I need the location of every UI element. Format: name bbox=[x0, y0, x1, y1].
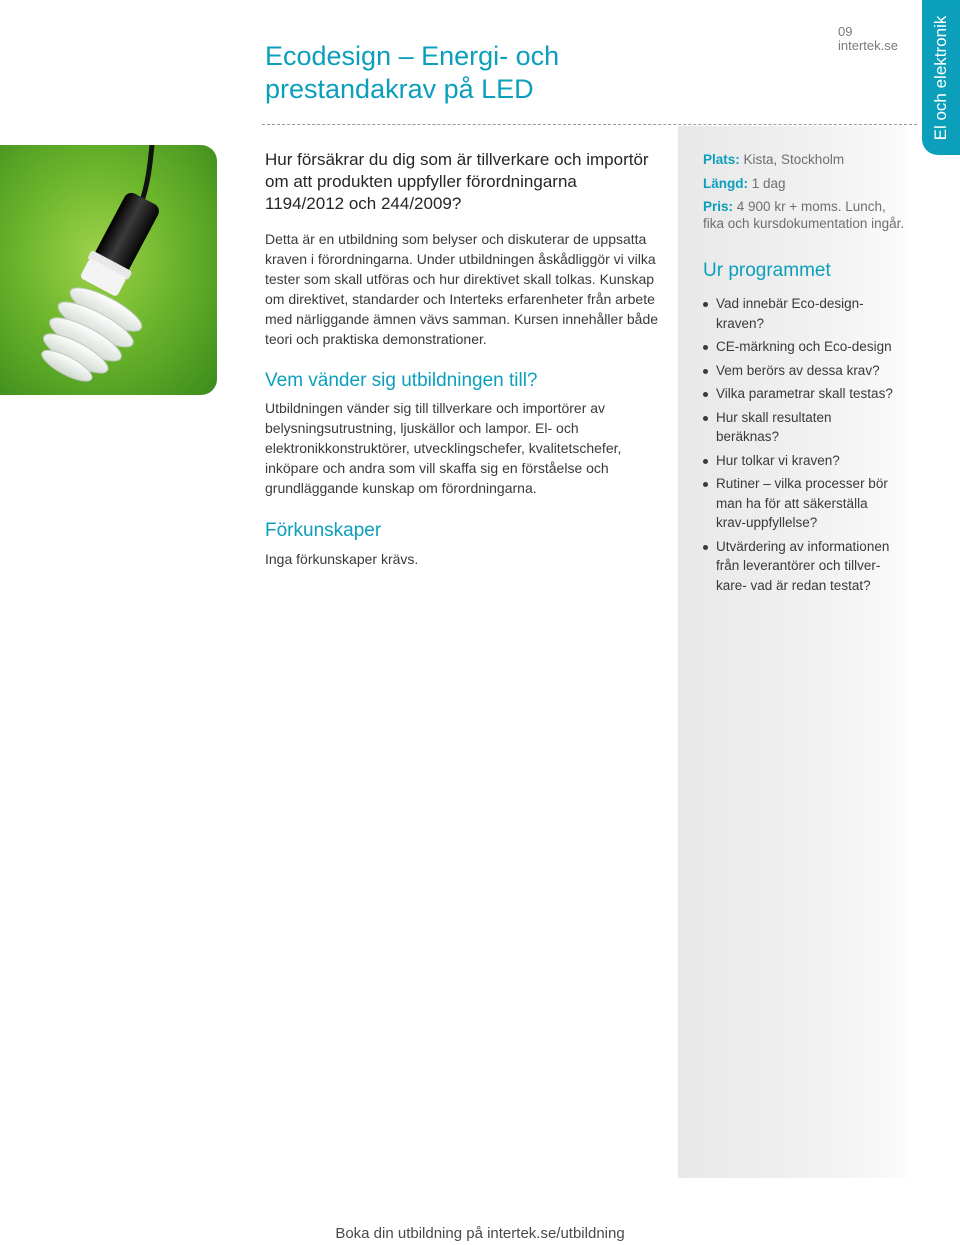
info-sidebar bbox=[678, 126, 908, 1178]
page-title: Ecodesign – Energi- och prestandakrav på LED bbox=[265, 41, 560, 104]
socket bbox=[78, 188, 166, 298]
spiral-tube bbox=[31, 278, 147, 395]
prerequisites-heading: Förkunskaper bbox=[265, 520, 382, 541]
info-place bbox=[703, 151, 844, 168]
bullet-icon bbox=[703, 545, 708, 550]
lightbulb-illustration bbox=[0, 145, 217, 395]
program-item-text: Hur skall resultaten beräknas? bbox=[716, 409, 832, 444]
bullet-icon bbox=[703, 416, 708, 421]
program-item bbox=[703, 408, 893, 447]
booking-footer: Boka din utbildning på intertek.se/utbildning bbox=[335, 1225, 625, 1242]
bullet-icon bbox=[703, 369, 708, 374]
audience-paragraph: Utbildningen vänder sig till tillverkare och importörer av belysningsutrustning, ljuskällor och lampor. El- och elektronikkonstruktörer, utvecklingschefer, kvalitetschefer, inköpare och andra som vill skaffa sig en förståelse och grundläggande kunskap om förordningarna. bbox=[265, 400, 622, 496]
program-item-text: CE-märkning och Eco-design bbox=[716, 339, 892, 354]
info-length bbox=[703, 175, 786, 192]
category-tab bbox=[922, 0, 960, 155]
program-list bbox=[703, 294, 893, 599]
intro-paragraph: Detta är en utbildning som belyser och diskuterar de uppsatta kraven i förordningarna. Under utbildningen åskådliggör vi vilka tester som skall utföras och hur direktivet skall tolkas. Kunskap om direktivet, standarder och Interteks erfarenheter från arbete med närliggande ämnen vävs samman. Kursen innehåller både teori och praktiska demonstrationer. bbox=[265, 231, 659, 347]
bullet-icon bbox=[703, 392, 708, 397]
program-item bbox=[703, 361, 893, 381]
dashed-divider bbox=[262, 124, 917, 125]
page-number: 09 bbox=[838, 24, 853, 39]
program-heading: Ur programmet bbox=[703, 260, 831, 281]
prerequisites-text: Inga förkunskaper krävs. bbox=[265, 551, 419, 567]
program-item bbox=[703, 337, 893, 357]
bullet-icon bbox=[703, 302, 708, 307]
program-item-text: Hur tolkar vi kraven? bbox=[716, 452, 840, 468]
audience-heading: Vem vänder sig utbildningen till? bbox=[265, 370, 538, 391]
info-place-label: Plats: bbox=[703, 152, 740, 167]
lightbulb-photo bbox=[0, 145, 217, 395]
program-item bbox=[703, 384, 893, 404]
program-item bbox=[703, 474, 893, 533]
category-tab-label: El och elektronik bbox=[931, 15, 950, 140]
info-length-label: Längd: bbox=[703, 176, 748, 191]
info-length-value: 1 dag bbox=[751, 176, 786, 191]
program-item-text: Utvärdering av informationen från leverantörer och tillver-kare- vad är redan testat? bbox=[716, 538, 890, 593]
lede-question: Hur försäkrar du dig som är tillverkare och importör om att produkten uppfyller förordningarna 1194/2012 och 244/2009? bbox=[265, 150, 649, 213]
program-item-text: Vem berörs av dessa krav? bbox=[716, 362, 880, 378]
site-name: intertek.se bbox=[838, 38, 898, 53]
program-item bbox=[703, 294, 893, 333]
program-item-text: Vad innebär Eco-design-kraven? bbox=[716, 296, 864, 331]
bullet-icon bbox=[703, 482, 708, 487]
info-price-label: Pris: bbox=[703, 199, 734, 214]
bullet-icon bbox=[703, 345, 708, 350]
info-price-value: 4 900 kr + moms. Lunch, fika och kursdokumentation ingår. bbox=[703, 199, 905, 231]
program-item-text: Rutiner – vilka processer bör man ha för att säkerställa krav-uppfyllelse? bbox=[716, 476, 888, 530]
program-item bbox=[703, 451, 893, 471]
info-price bbox=[703, 198, 908, 232]
program-item-text: Vilka parametrar skall testas? bbox=[716, 386, 893, 401]
program-item bbox=[703, 537, 893, 596]
info-place-value: Kista, Stockholm bbox=[743, 152, 845, 167]
bullet-icon bbox=[703, 459, 708, 464]
